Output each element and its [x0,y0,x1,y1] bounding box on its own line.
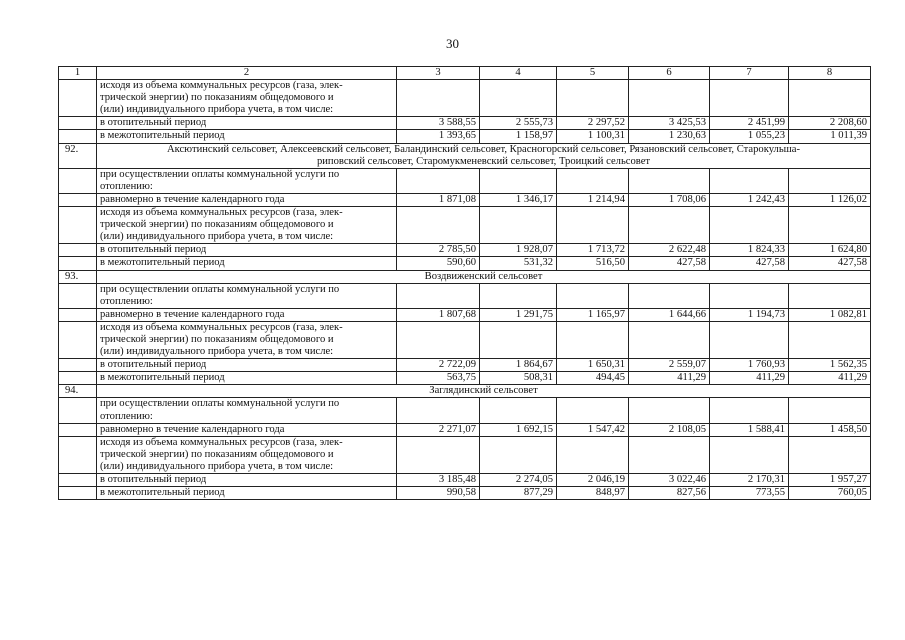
row-number [59,487,97,500]
value-cell: 1 393,65 [397,130,480,143]
value-cell: 1 650,31 [557,359,629,372]
table-row [59,372,871,385]
table-row [59,359,871,372]
row-label-line: (или) индивидуального прибора учета, в том числе: [100,104,334,116]
value-cell [397,168,480,193]
value-cell [789,207,871,244]
value-cell: 827,56 [629,487,710,500]
row-label-line: исходя из объема коммунальных ресурсов (газа, элек- [100,80,343,92]
row-label: в отопительный период [97,117,397,130]
row-label-line: при осуществлении оплаты коммунальной услуги по [100,398,340,410]
value-cell: 2 559,07 [629,359,710,372]
value-cell: 1 158,97 [480,130,557,143]
row-label: в отопительный период [97,474,397,487]
row-number [59,168,97,193]
table-row [59,308,871,321]
value-cell [557,168,629,193]
row-number [59,321,97,358]
row-number [59,257,97,270]
value-cell: 1 713,72 [557,244,629,257]
value-cell [480,398,557,423]
description-row [59,80,871,117]
row-label: в межотопительный период [97,487,397,500]
value-cell [789,283,871,308]
row-label-line: трической энергии) по показаниям общедомового и [100,92,334,104]
column-header: 1 [59,67,97,80]
section-title [97,270,871,283]
value-cell [629,283,710,308]
value-cell: 2 451,99 [710,117,789,130]
value-cell [557,80,629,117]
row-number [59,308,97,321]
description-row [59,398,871,423]
value-cell: 2 271,07 [397,423,480,436]
row-label: в межотопительный период [97,372,397,385]
value-cell: 1 824,33 [710,244,789,257]
row-number [59,474,97,487]
row-number [59,117,97,130]
value-cell [557,283,629,308]
row-number [59,193,97,206]
value-cell: 773,55 [710,487,789,500]
description-row [59,207,871,244]
table-row [59,474,871,487]
table-row [59,130,871,143]
value-cell: 1 126,02 [789,193,871,206]
value-cell [710,80,789,117]
section-title-line: риповский сельсовет, Старомукменевский сельсовет, Троицкий сельсовет [316,155,651,167]
row-label-line: (или) индивидуального прибора учета, в том числе: [100,460,334,472]
row-label [97,80,397,117]
row-number [59,372,97,385]
value-cell: 1 082,81 [789,308,871,321]
value-cell: 1 644,66 [629,308,710,321]
table-row [59,117,871,130]
value-cell [710,283,789,308]
value-cell: 1 291,75 [480,308,557,321]
value-cell: 1 807,68 [397,308,480,321]
value-cell: 990,58 [397,487,480,500]
value-cell [789,436,871,473]
row-number [59,283,97,308]
value-cell [480,168,557,193]
table-row [59,257,871,270]
value-cell: 2 297,52 [557,117,629,130]
value-cell: 1 242,43 [710,193,789,206]
value-cell: 2 722,09 [397,359,480,372]
value-cell: 1 346,17 [480,193,557,206]
row-number [59,244,97,257]
tariff-table [58,66,871,500]
value-cell [789,80,871,117]
value-cell: 411,29 [789,372,871,385]
value-cell [480,321,557,358]
row-label-line: исходя из объема коммунальных ресурсов (газа, элек- [100,321,343,333]
row-number [59,359,97,372]
value-cell: 2 274,05 [480,474,557,487]
value-cell [710,207,789,244]
value-cell: 3 185,48 [397,474,480,487]
value-cell: 1 547,42 [557,423,629,436]
value-cell: 1 214,94 [557,193,629,206]
description-row [59,436,871,473]
value-cell: 1 458,50 [789,423,871,436]
value-cell: 2 170,31 [710,474,789,487]
value-cell [557,436,629,473]
row-number [59,423,97,436]
column-header: 3 [397,67,480,80]
column-header: 7 [710,67,789,80]
value-cell [557,398,629,423]
value-cell [557,321,629,358]
value-cell [789,321,871,358]
value-cell [397,436,480,473]
value-cell [710,398,789,423]
value-cell [397,321,480,358]
value-cell: 2 108,05 [629,423,710,436]
value-cell: 531,32 [480,257,557,270]
row-label-line: исходя из объема коммунальных ресурсов (газа, элек- [100,436,343,448]
table-row [59,244,871,257]
row-number [59,80,97,117]
value-cell [710,168,789,193]
value-cell: 2 622,48 [629,244,710,257]
value-cell [629,321,710,358]
value-cell [629,398,710,423]
value-cell: 1 957,27 [789,474,871,487]
value-cell: 1 708,06 [629,193,710,206]
row-label: в отопительный период [97,244,397,257]
row-label [97,436,397,473]
column-header: 2 [97,67,397,80]
value-cell: 1 760,93 [710,359,789,372]
value-cell: 1 055,23 [710,130,789,143]
value-cell [480,436,557,473]
value-cell: 877,29 [480,487,557,500]
value-cell: 427,58 [789,257,871,270]
description-row [59,168,871,193]
row-number [59,436,97,473]
column-header: 4 [480,67,557,80]
value-cell [480,207,557,244]
row-label: равномерно в течение календарного года [97,423,397,436]
value-cell: 1 624,80 [789,244,871,257]
section-title [97,385,871,398]
section-title-line: Аксютинский сельсовет, Алексеевский сельсовет, Баландинский сельсовет, Красногорский сельсовет, Рязановский сельсовет, Старокульша- [166,143,801,155]
row-label-line: трической энергии) по показаниям общедомового и [100,219,334,231]
row-label [97,321,397,358]
page-number: 30 [446,36,459,51]
value-cell [710,321,789,358]
row-number: 92. [59,143,97,168]
value-cell: 1 588,41 [710,423,789,436]
value-cell: 848,97 [557,487,629,500]
value-cell: 494,45 [557,372,629,385]
row-label-line: трической энергии) по показаниям общедомового и [100,333,334,345]
value-cell: 1 230,63 [629,130,710,143]
value-cell: 3 425,53 [629,117,710,130]
row-label [97,283,397,308]
value-cell [397,283,480,308]
value-cell [629,436,710,473]
value-cell: 427,58 [710,257,789,270]
row-label: в межотопительный период [97,257,397,270]
value-cell: 508,31 [480,372,557,385]
table-row [59,193,871,206]
value-cell [397,398,480,423]
row-number: 93. [59,270,97,283]
row-number [59,207,97,244]
row-label-line: отоплению: [100,410,153,422]
value-cell: 1 692,15 [480,423,557,436]
value-cell [480,283,557,308]
value-cell [629,80,710,117]
value-cell [789,168,871,193]
row-label: в отопительный период [97,359,397,372]
value-cell: 563,75 [397,372,480,385]
row-label: в межотопительный период [97,130,397,143]
value-cell: 3 588,55 [397,117,480,130]
value-cell: 427,58 [629,257,710,270]
value-cell: 760,05 [789,487,871,500]
section-title-line: Воздвиженский сельсовет [424,270,543,282]
value-cell: 516,50 [557,257,629,270]
row-label-line: при осуществлении оплаты коммунальной услуги по [100,168,340,180]
value-cell [629,207,710,244]
value-cell: 1 165,97 [557,308,629,321]
row-label-line: (или) индивидуального прибора учета, в том числе: [100,346,334,358]
row-number: 94. [59,385,97,398]
value-cell: 2 555,73 [480,117,557,130]
value-cell: 411,29 [710,372,789,385]
section-row [59,270,871,283]
row-label [97,398,397,423]
value-cell [629,168,710,193]
value-cell: 1 194,73 [710,308,789,321]
value-cell [397,207,480,244]
description-row [59,283,871,308]
value-cell [557,207,629,244]
column-header-row [59,67,871,80]
value-cell: 590,60 [397,257,480,270]
value-cell [710,436,789,473]
value-cell: 3 022,46 [629,474,710,487]
section-row [59,385,871,398]
column-header: 8 [789,67,871,80]
description-row [59,321,871,358]
value-cell: 1 100,31 [557,130,629,143]
row-number [59,130,97,143]
value-cell [480,80,557,117]
table-row [59,423,871,436]
value-cell: 2 208,60 [789,117,871,130]
value-cell [397,80,480,117]
tariff-table-container [58,66,870,500]
value-cell: 1 562,35 [789,359,871,372]
row-label-line: отоплению: [100,180,153,192]
value-cell: 1 871,08 [397,193,480,206]
value-cell: 1 011,39 [789,130,871,143]
value-cell: 2 046,19 [557,474,629,487]
row-label [97,168,397,193]
section-title-line: Заглядинский сельсовет [429,385,538,397]
value-cell: 411,29 [629,372,710,385]
row-label-line: трической энергии) по показаниям общедомового и [100,448,334,460]
section-row [59,143,871,168]
table-body [59,80,871,500]
row-number [59,398,97,423]
row-label: равномерно в течение календарного года [97,308,397,321]
value-cell: 1 928,07 [480,244,557,257]
row-label: равномерно в течение календарного года [97,193,397,206]
row-label-line: исходя из объема коммунальных ресурсов (газа, элек- [100,207,343,219]
column-header: 5 [557,67,629,80]
table-row [59,487,871,500]
row-label-line: отоплению: [100,295,153,307]
value-cell: 2 785,50 [397,244,480,257]
row-label-line: при осуществлении оплаты коммунальной услуги по [100,283,340,295]
value-cell [789,398,871,423]
column-header: 6 [629,67,710,80]
value-cell: 1 864,67 [480,359,557,372]
section-title [97,143,871,168]
row-label [97,207,397,244]
row-label-line: (или) индивидуального прибора учета, в том числе: [100,231,334,243]
